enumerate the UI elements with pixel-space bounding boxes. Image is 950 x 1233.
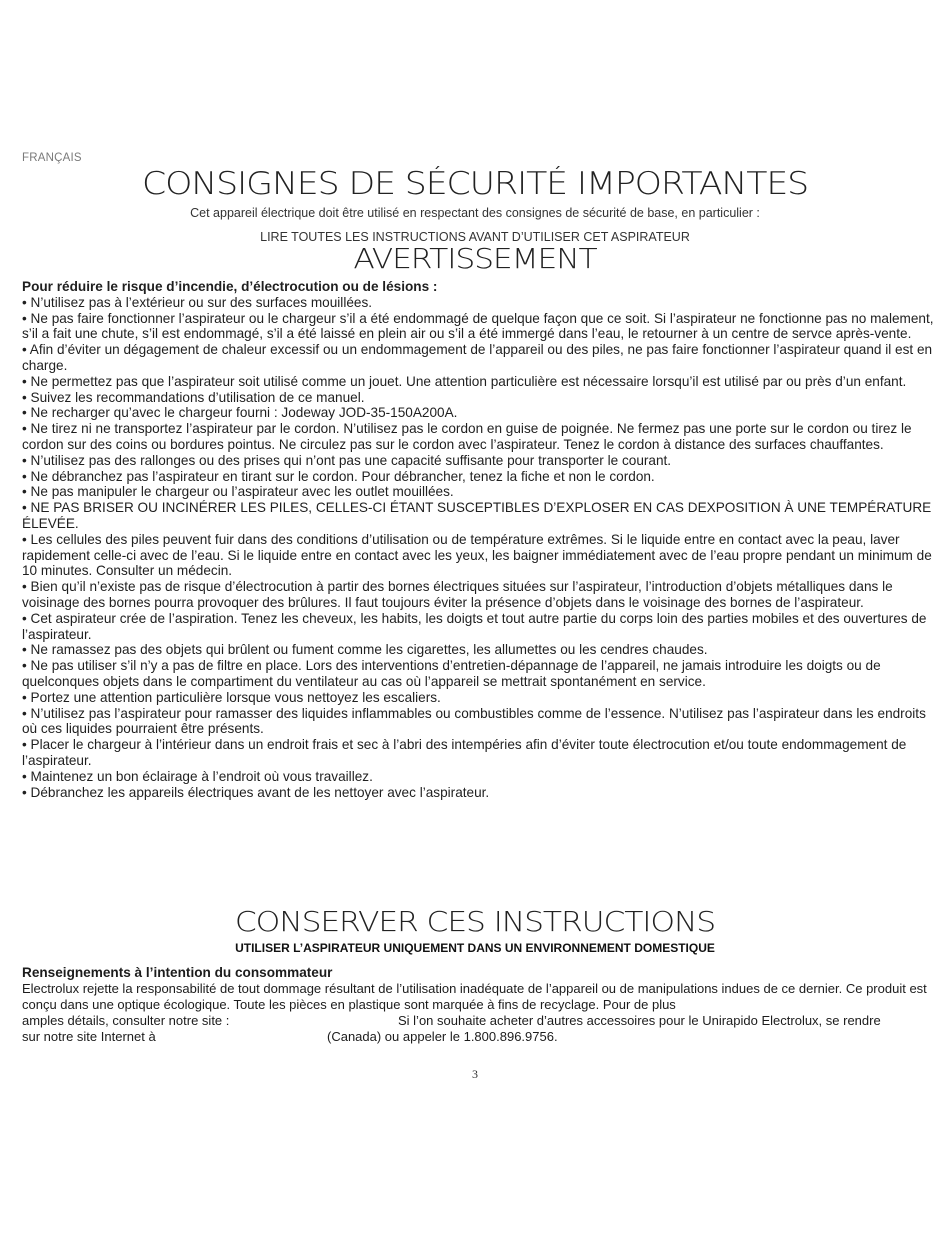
warning-item: • N’utilisez pas à l’extérieur ou sur des surfaces mouillées. (22, 294, 373, 310)
warning-item: • Ne tirez ni ne transportez l’aspirateur par le cordon. N’utilisez pas le cordon en guise de poignée. Ne fermez pas une porte sur le cordon ou tirez le cordon sur des coins ou bordures pointus. Ne circulez pas sur le cordon avec l’aspirateur. Tenez le cordon à distance des surfaces chauffantes. (22, 421, 912, 452)
warning-item: • Ne recharger qu’avec le chargeur fourni : Jodeway JOD-35-150A200A. (22, 405, 458, 421)
consumer-line-3 (22, 1013, 934, 1029)
consumer-heading: Renseignements à l’intention du consommateur (22, 965, 333, 980)
warning-item: • Bien qu’il n’existe pas de risque d’électrocution à partir des bornes électriques situées sur l’aspirateur, l’introduction d’objets métalliques dans le voisinage des bornes pourra provoquer des brûlures. Il faut toujours éviter la présence d’objets dans le voisinage des bornes de l’aspirateur. (22, 579, 893, 610)
warning-item: • Ne pas utiliser s’il n’y a pas de filtre en place. Lors des interventions d’entretien-dépannage de l’appareil, ne jamais introduire les doigts ou de quelconques objets dans le compartiment du ventilateur au cas où l’appareil se mettrait spontanément en service. (22, 658, 881, 689)
warning-item: • Ne permettez pas que l’aspirateur soit utilisé comme un jouet. Une attention particulière est nécessaire lorsqu’il est utilisé par ou près d’un enfant. (22, 373, 907, 389)
phone-text: (Canada) ou appeler le 1.800.896.9756. (327, 1029, 558, 1044)
warning-item: • Suivez les recommandations d’utilisation de ce manuel. (22, 389, 365, 405)
warning-item: • N’utilisez pas des rallonges ou des prises qui n’ont pas une capacité suffisante pour transporter le courant. (22, 452, 672, 468)
site-reference-text: amples détails, consulter notre site : (22, 1013, 230, 1028)
warning-item: • Cet aspirateur crée de l’aspiration. Tenez les cheveux, les habits, les doigts et tout autre partie du corps loin des parties mobiles et des ouvertures de l’aspirateur. (22, 610, 927, 642)
save-instructions-title: CONSERVER CES INSTRUCTIONS (234, 905, 716, 938)
warning-item: • Ne ramassez pas des objets qui brûlent ou fument comme les cigarettes, les allumettes ou les cendres chaudes. (22, 642, 708, 658)
intro-text: Cet appareil électrique doit être utilisé en respectant des consignes de sécurité de base, en particulier : (190, 206, 760, 220)
warnings-lead: Pour réduire le risque d’incendie, d’électrocution ou de lésions : (22, 279, 438, 294)
language-label: FRANÇAIS (22, 152, 82, 164)
warning-item: • Débranchez les appareils électriques avant de les nettoyer avec l’aspirateur. (22, 784, 490, 800)
domestic-use-note: UTILISER L’ASPIRATEUR UNIQUEMENT DANS UN ENVIRONNEMENT DOMESTIQUE (235, 941, 715, 955)
warning-item: • N’utilisez pas l’aspirateur pour ramasser des liquides inflammables ou combustibles comme de l’essence. N’utilisez pas l’aspirateur dans les endroits où ces liquides pourraient être présents. (22, 705, 926, 737)
warning-item: • NE PAS BRISER OU INCINÉRER LES PILES, CELLES-CI ÉTANT SUSCEPTIBLES D’EXPLOSER EN CAS DEXPOSITION À UNE TEMPÉRATURE ÉLEVÉE. (22, 500, 932, 531)
warning-item: • Placer le chargeur à l’intérieur dans un endroit frais et sec à l’abri des intempéries afin d’éviter toute électrocution et/ou toute endommagement de l’aspirateur. (22, 737, 907, 768)
warning-item: • Maintenez un bon éclairage à l’endroit où vous travaillez. (22, 768, 373, 784)
internet-site-text: sur notre site Internet à (22, 1029, 156, 1044)
warning-item: • Les cellules des piles peuvent fuir dans des conditions d’utilisation ou de température extrêmes. Si le liquide entre en contact avec la peau, laver rapidement celle-ci avec de l’eau. Si le liquide entre en contact avec les yeux, les baigner immédiatement avec de l’eau propre pendant un minimum de 10 minutes. Consulter un médecin. (22, 531, 932, 579)
page-title: CONSIGNES DE SÉCURITÉ IMPORTANTES (141, 166, 809, 202)
warning-item: • Ne pas faire fonctionner l’aspirateur ou le chargeur s’il a été endommagé de quelque façon que ce soit. Si l’aspirateur ne fonctionne pas no malement, s’il a fait une chute, s’il est endommagé, s’il a été laissé en plein air ou s’il a été immergé dans l’eau, le retourner à un centre de servce après-vente. (22, 310, 934, 342)
page-number: 3 (472, 1067, 478, 1081)
warnings-list (22, 295, 934, 801)
consumer-line-4 (22, 1029, 934, 1045)
warning-title: AVERTISSEMENT (353, 242, 597, 275)
warning-item: • Ne pas manipuler le chargeur ou l’aspirateur avec les outlet mouillées. (22, 484, 454, 500)
warning-item: • Portez une attention particulière lorsque vous nettoyez les escaliers. (22, 689, 441, 705)
warning-item: • Ne débranchez pas l’aspirateur en tirant sur le cordon. Pour débrancher, tenez la fiche et non le cordon. (22, 468, 655, 484)
read-all-instructions: LIRE TOUTES LES INSTRUCTIONS AVANT D’UTILISER CET ASPIRATEUR (260, 230, 690, 244)
warning-item: • Afin d’éviter un dégagement de chaleur excessif ou un endommagement de l’appareil ou des piles, ne pas faire fonctionner l’aspirateur quand il est en charge. (22, 342, 933, 373)
accessories-text: Si l’on souhaite acheter d’autres accessoires pour le Unirapido Electrolux, se rendre (398, 1013, 881, 1028)
consumer-info-section (22, 965, 934, 1045)
consumer-text: Electrolux rejette la responsabilité de tout dommage résultant de l’utilisation inadéquate de l’appareil ou de manipulations indues de ce dernier. Ce produit est conçu dans une optique écologique. Toute les pièces en plastique sont marquée à fins de recyclage. Pour de plus (22, 981, 927, 1012)
warnings-section (22, 279, 934, 800)
